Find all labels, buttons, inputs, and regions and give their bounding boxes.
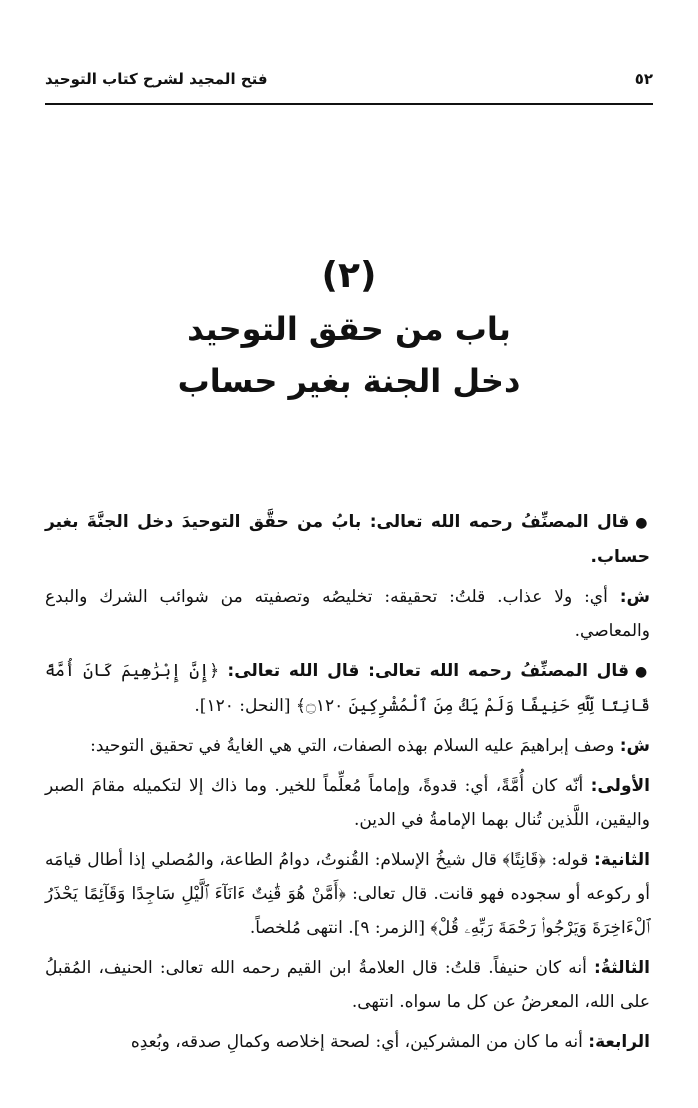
paragraph-text: وصف إبراهيمَ عليه السلام بهذه الصفات، التي هي الغايةُ في تحقيق التوحيد:: [90, 736, 620, 756]
paragraph-lead: الرابعة:: [588, 1032, 650, 1052]
paragraph-text: ﴿إِنَّ إِبْرَٰهِيمَ كَانَ أُمَّةً قَانِتًا لِّلَّهِ حَنِيفًا وَلَمْ يَكُ مِنَ ٱلْمُشْرِكِينَ ۝١٢٠﴾ [النحل: ١٢٠].: [45, 661, 650, 716]
paragraph: [45, 951, 650, 1019]
paragraph-lead: قال المصنِّفُ رحمه الله تعالى: قال الله تعالى:: [227, 661, 629, 681]
paragraph-text: أنّه كان أُمَّةً، أي: قدوةً، وإماماً مُعلِّماً للخير. وما ذاك إلا لتكميله مقامَ الصبر واليقين، اللَّذين تُنال بهما الإمامةُ في الدين.: [45, 776, 650, 830]
paragraph-lead: الثانية:: [594, 850, 650, 870]
paragraph-text: أنه ما كان من المشركين، أي: لصحة إخلاصه وكمالِ صدقه، وبُعدِه: [130, 1032, 589, 1052]
bullet-icon: ●: [634, 664, 651, 680]
paragraph-text: قوله: ﴿قَانِتًا﴾ قال شيخُ الإسلام: القُنوتُ، دوامُ الطاعة، والمُصلي إذا أطال قيامَه أو ركوعه أو سجوده فهو قانت. قال تعالى: ﴿أَمَّنْ هُوَ قَٰنِتٌ ءَانَآءَ ٱلَّيْلِ سَاجِدًا وَقَآئِمًا يَحْذَرُ ٱلْءَاخِرَةَ وَيَرْجُوا۟ رَحْمَةَ رَبِّهِۦ قُلْ﴾ [الزمر: ٩]. انتهى مُلخصاً.: [45, 850, 650, 938]
paragraph-lead: قال المصنِّفُ رحمه الله تعالى: بابُ من حقَّق التوحيدَ دخل الجنَّةَ بغير حساب.: [45, 512, 650, 567]
paragraph-lead: ش:: [619, 736, 650, 756]
chapter-title-line-1: باب من حقق التوحيد: [187, 310, 511, 348]
page-body: [45, 505, 650, 1065]
page-header: [45, 66, 653, 92]
book-title: فتح المجيد لشرح كتاب التوحيد: [45, 70, 268, 88]
paragraph: [45, 769, 650, 837]
paragraph-text: أي: ولا عذاب. قلتُ: تحقيقه: تخليصُه وتصفيته من شوائب الشرك والبدع والمعاصي.: [45, 587, 650, 641]
header-rule: [45, 103, 653, 105]
paragraph: [45, 580, 650, 648]
paragraph-text: أنه كان حنيفاً. قلتُ: قال العلامةُ ابن القيم رحمه الله تعالى: الحنيف، المُقبلُ على الله، المعرضُ عن كل ما سواه. انتهى.: [45, 958, 650, 1012]
chapter-number: (٢): [321, 255, 377, 296]
paragraph-lead: الأولى:: [590, 776, 650, 796]
paragraph: [45, 654, 650, 723]
paragraph: [45, 729, 650, 763]
paragraph: [45, 505, 650, 574]
bullet-icon: ●: [635, 515, 650, 531]
chapter-title-line-2: دخل الجنة بغير حساب: [177, 362, 521, 400]
paragraph-lead: ش:: [619, 587, 650, 607]
paragraph: [45, 1025, 650, 1059]
page-number: ٥٢: [634, 70, 653, 88]
paragraph: [45, 843, 650, 945]
paragraph-lead: الثالثةُ:: [594, 958, 650, 978]
